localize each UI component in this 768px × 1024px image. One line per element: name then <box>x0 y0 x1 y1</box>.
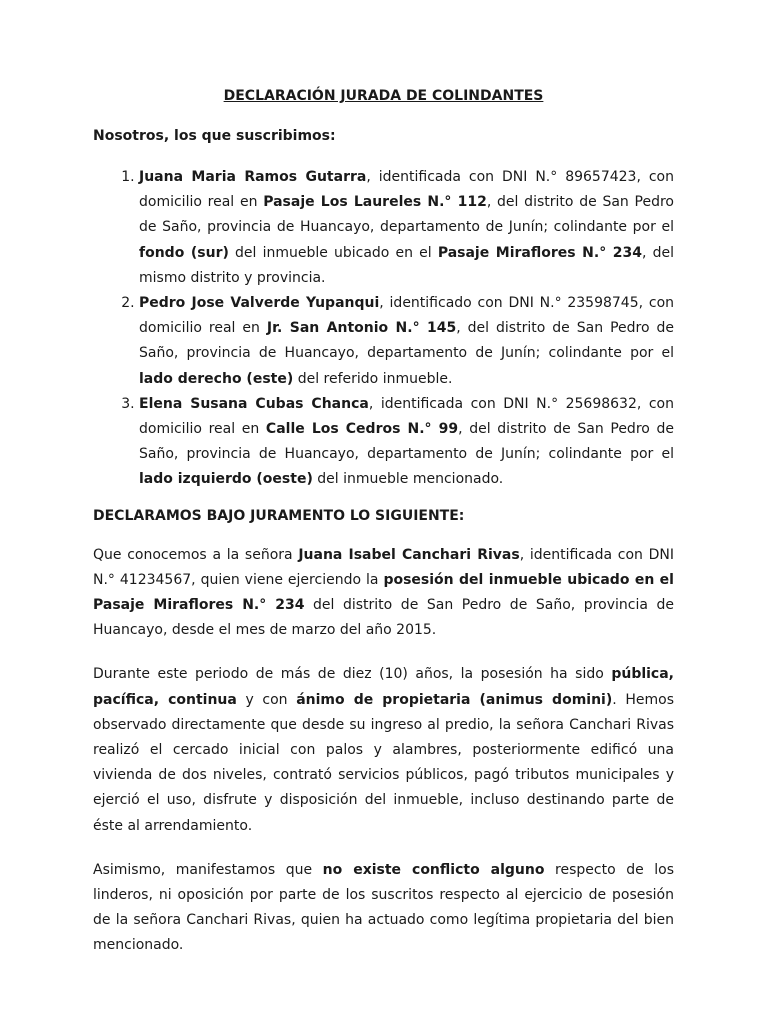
paragraph-segment: Que conocemos a la señora <box>93 546 299 563</box>
party-segment: Pasaje Miraflores N.° 234 <box>437 244 642 261</box>
party-segment: Pedro Jose Valverde Yupanqui <box>139 295 380 312</box>
party-segment: del inmueble ubicado en el <box>228 244 438 261</box>
party-segment: Calle Los Cedros N.° 99 <box>265 421 459 438</box>
document-title: DECLARACIÓN JURADA DE COLINDANTES <box>223 88 544 104</box>
party-segment: , identificada con DNI N.° 89657423, con domicilio real en <box>139 169 674 211</box>
paragraph-segment: ánimo de propietaria (animus domini) <box>296 691 613 708</box>
party-segment: Elena Susana Cubas Chanca <box>139 395 369 412</box>
paragraph <box>93 662 674 838</box>
party-segment: , del distrito de San Pedro de Saño, provincia de Huancayo, departamento de Junín; colindante por el <box>139 194 674 236</box>
party-item <box>139 392 674 493</box>
party-segment: , del mismo distrito y provincia. <box>139 244 674 286</box>
paragraph-segment: y con <box>236 691 297 708</box>
party-segment: , del distrito de San Pedro de Saño, provincia de Huancayo, departamento de Junín; colindante por el <box>139 320 675 362</box>
intro-line: Nosotros, los que suscribimos: <box>93 128 336 144</box>
party-item <box>139 291 674 392</box>
paragraph-segment: no existe conflicto alguno <box>322 861 545 878</box>
paragraph-segment: respecto de los linderos, ni oposición por parte de los suscritos respecto al ejercicio de posesión de la señora Canchari Rivas, quien ha actuado como legítima propietaria del bien mencionado. <box>93 861 674 954</box>
paragraph-segment: del distrito de San Pedro de Saño, provincia de Huancayo, desde el mes de marzo del año 2015. <box>93 597 674 639</box>
paragraph-segment: . Hemos observado directamente que desde su ingreso al predio, la señora Canchari Rivas realizó el cercado inicial con palos y alambres, posteriormente edificó una vivienda de dos niveles, contrató servicios públicos, pagó tributos municipales y ejerció el uso, disfrute y disposición del inmueble, incluso destinando parte de éste al arrendamiento. <box>93 691 674 834</box>
party-segment: lado derecho (este) <box>139 370 294 387</box>
paragraph <box>93 858 674 959</box>
party-segment: del referido inmueble. <box>293 370 453 387</box>
paragraph-segment: pública, pacífica, continua <box>93 666 674 708</box>
paragraph-segment: Asimismo, manifestamos que <box>93 861 323 878</box>
paragraph-segment: Juana Isabel Canchari Rivas <box>298 546 520 563</box>
paragraph-segment: posesión del inmueble ubicado en el Pasaje Miraflores N.° 234 <box>93 571 674 614</box>
paragraph-segment: Durante este periodo de más de diez (10) años, la posesión ha sido <box>93 666 612 683</box>
party-segment: Jr. San Antonio N.° 145 <box>266 320 457 337</box>
parties-list <box>93 165 674 493</box>
party-segment: , identificado con DNI N.° 23598745, con domicilio real en <box>139 295 675 337</box>
party-item <box>139 165 674 291</box>
declaration-heading: DECLARAMOS BAJO JURAMENTO LO SIGUIENTE: <box>93 507 465 524</box>
party-segment: del inmueble mencionado. <box>312 471 504 488</box>
party-segment: Juana Maria Ramos Gutarra <box>139 169 367 185</box>
paragraph <box>93 543 674 644</box>
party-segment: Pasaje Los Laureles N.° 112 <box>263 194 487 211</box>
party-segment: lado izquierdo (oeste) <box>139 471 313 488</box>
party-segment: , del distrito de San Pedro de Saño, provincia de Huancayo, departamento de Junín; colindante por el <box>139 421 674 463</box>
paragraph-segment: , identificada con DNI N.° 41234567, quien viene ejerciendo la <box>93 546 675 588</box>
party-segment: fondo (sur) <box>139 244 229 261</box>
party-segment: , identificada con DNI N.° 25698632, con domicilio real en <box>139 395 674 438</box>
